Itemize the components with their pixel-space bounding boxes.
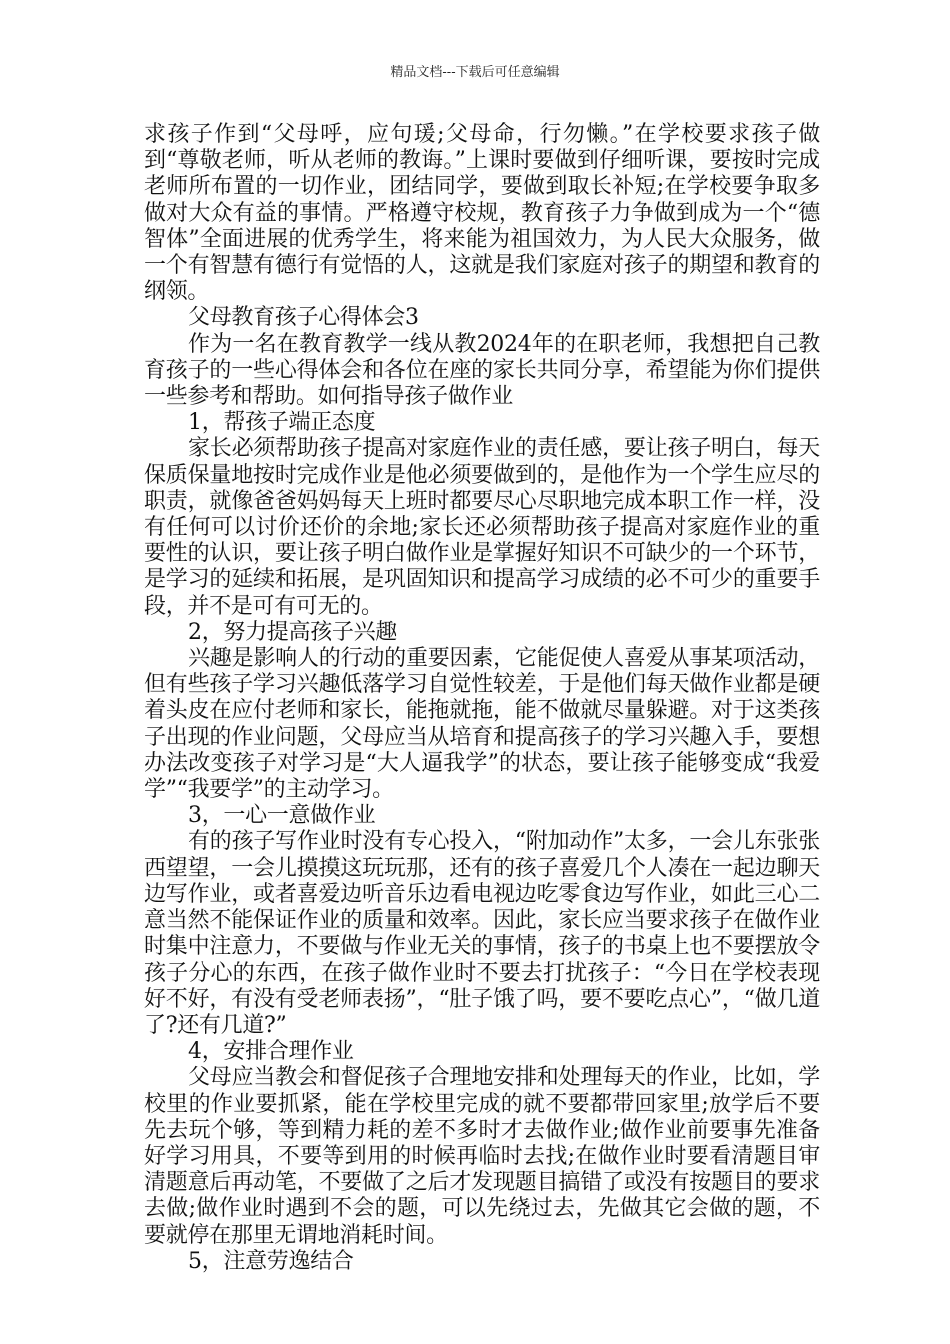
subheading-4: 4，安排合理作业	[188, 1039, 354, 1065]
paragraph-focus: 有的孩子写作业时没有专心投入，“附加动作”太多，一会儿东张张西望望，一会儿摸摸这玩玩那，还有的孩子喜爱几个人凑在一起边聊天边写作业，或者喜爱边听音乐边看电视边吃零食边写作业，如此三心二意当然不能保证作业的质量和效率。因此，家长应当要求孩子在做作业时集中注意力，不要做与作业无关的事情，孩子的书桌上也不要摆放令孩子分心的东西，在孩子做作业时不要去打扰孩子：“今日在学校表现好不好，有没有受老师表扬”，“肚子饿了吗，要不要吃点心”，“做几道了?还有几道?”	[144, 829, 820, 1038]
page-header: 精品文档---下载后可任意编辑	[390, 65, 560, 80]
subheading-5: 5，注意劳逸结合	[188, 1248, 354, 1274]
paragraph-interest: 兴趣是影响人的行动的重要因素，它能促使人喜爱从事某项活动，但有些孩子学习兴趣低落学习自觉性较差，于是他们每天做作业都是硬着头皮在应付老师和家长，能拖就拖，能不做就尽量躲避。对于这类孩子出现的作业问题，父母应当从培育和提高孩子的学习兴趣入手，要想办法改变孩子对学习是“大人逼我学”的状态，要让孩子能够变成“我爱学”“我要学”的主动学习。	[144, 646, 820, 803]
paragraph-attitude: 家长必须帮助孩子提高对家庭作业的责任感，要让孩子明白，每天保质保量地按时完成作业是他必须要做到的，是他作为一个学生应尽的职责，就像爸爸妈妈每天上班时都要尽心尽职地完成本职工作一样，没有任何可以讨价还价的余地;家长还必须帮助孩子提高对家庭作业的重要性的认识，要让孩子明白做作业是掌握好知识不可缺少的一个环节，是学习的延续和拓展，是巩固知识和提高学习成绩的必不可少的重要手段，并不是可有可无的。	[144, 436, 820, 619]
subheading-1: 1，帮孩子端正态度	[188, 410, 376, 436]
subheading-2: 2，努力提高孩子兴趣	[188, 619, 397, 645]
subheading-3: 3，一心一意做作业	[188, 803, 376, 829]
paragraph-intro: 作为一名在教育教学一线从教2024年的在职老师，我想把自己教育孩子的一些心得体会和各位在座的家长共同分享，希望能为你们提供一些参考和帮助。如何指导孩子做作业	[144, 331, 820, 410]
document-body	[144, 122, 820, 1275]
paragraph-arrange: 父母应当教会和督促孩子合理地安排和处理每天的作业，比如，学校里的作业要抓紧，能在学校里完成的就不要都带回家里;放学后不要先去玩个够，等到精力耗的差不多时才去做作业;做作业前要事先准备好学习用具，不要等到用的时候再临时去找;在做作业时要看清题目审清题意后再动笔，不要做了之后才发现题目搞错了或没有按题目的要求去做;做作业时遇到不会的题，可以先绕过去，先做其它会做的题，不要就停在那里无谓地消耗时间。	[144, 1065, 820, 1248]
paragraph-continued: 求孩子作到“父母呼，应句瑗;父母命，行勿懒。”在学校要求孩子做到“尊敬老师，听从老师的教诲。”上课时要做到仔细听课，要按时完成老师所布置的一切作业，团结同学，要做到取长补短;在学校要争取多做对大众有益的事情。严格遵守校规，教育孩子力争做到成为一个“德智体”全面进展的优秀学生，将来能为祖国效力，为人民大众服务，做一个有智慧有德行有觉悟的人，这就是我们家庭对孩子的期望和教育的纲领。	[144, 122, 820, 305]
section-heading-3: 父母教育孩子心得体会3	[188, 305, 419, 331]
